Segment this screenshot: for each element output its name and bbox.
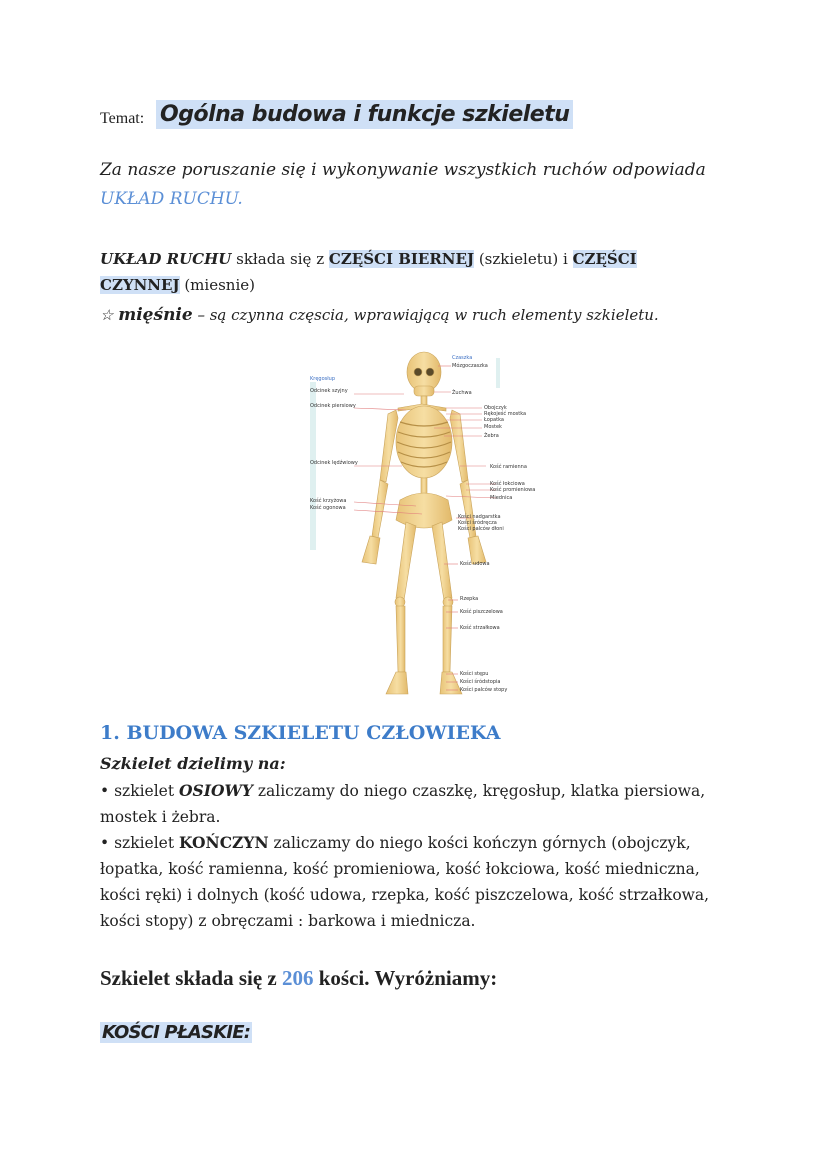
flat-bones-heading: KOŚCI PŁASKIE: [102,1022,251,1043]
right-label: Kości palców dłoni [458,526,504,532]
uklad-text-1: składa się z [231,250,329,268]
skull-bracket [496,358,500,388]
uklad-text-2: (szkieletu) i [474,250,573,268]
intro-highlight: UKŁAD RUCHU. [100,189,243,209]
bullet-konczyn [100,830,740,934]
right-label: Rękojeść mostka [484,411,527,417]
uklad-paragraph [100,246,740,298]
bullet-osiowy-text: zaliczamy do niego czaszkę, kręgosłup, klatka piersiowa, mostek i żebra. [100,782,706,826]
miesnie-text: – są czynna częscia, wprawiającą w ruch elementy szkieletu. [192,306,659,324]
left-label: Kość ogonowa [310,505,346,511]
right-label: Czaszka [452,355,473,361]
uklad-term: UKŁAD RUCHU [100,250,232,268]
right-label: Łopatka [484,417,504,423]
right-label: Kości palców stopy [460,687,508,693]
right-label: Kość promieniowa [490,487,536,493]
right-label: Obojczyk [484,405,507,411]
left-labels [310,376,358,511]
bullet-konczyn-pre: • szkielet [100,834,179,852]
section-title: 1. BUDOWA SZKIELETU CZŁOWIEKA [100,722,501,744]
czesc-bierna: CZĘŚCI BIERNEJ [328,250,475,268]
right-label: Kości nadgarstka [458,514,501,520]
right-label: Kości stępu [460,671,489,677]
section-subtitle: Szkielet dzielimy na: [100,754,286,773]
skeleton-figure [306,350,542,700]
miesnie-term: mięśnie [118,305,193,325]
left-label: Kręgosłup [310,376,336,382]
bullet-konczyn-text: zaliczamy do niego kości kończyn górnych (obojczyk, łopatka, kość ramienna, kość promieniowa, kość łokciowa, kość miedniczna, kości ręki) i dolnych (kość udowa, rzepka, kość piszczelowa, kość strzałkowa, kości stopy) z obręczami : barkowa i miednicza. [100,834,710,930]
right-label: Kości śródręcza [458,520,497,526]
topic-title: Ogólna budowa i funkcje szkieletu [156,100,573,129]
right-label: Kości śródstopia [460,679,501,685]
right-label: Miednica [490,495,513,501]
bone-count-line [100,966,497,991]
star-icon: ☆ [100,306,114,324]
right-label: Rzepka [460,596,479,602]
bullet-osiowy-pre: • szkielet [100,782,179,800]
left-label: Odcinek lędźwiowy [310,460,358,466]
right-label: Kość strzałkowa [460,625,500,631]
bullet-osiowy-term: OSIOWY [179,781,253,800]
intro-paragraph [100,156,740,214]
right-label: Mózgoczaszka [452,363,488,369]
czesc-czynna-1: CZĘŚCI [572,250,637,268]
left-label: Odcinek szyjny [310,388,348,394]
bullet-konczyn-term: KOŃCZYN [179,833,269,852]
right-label: Kość piszczelowa [460,609,503,615]
count-post: kości. Wyróżniamy: [313,966,498,990]
uklad-text-3: (miesnie) [179,276,255,294]
miesnie-paragraph [100,302,760,328]
right-labels [452,355,535,693]
bullet-list [100,778,740,934]
topic-label: Temat: [100,110,145,127]
intro-text: Za nasze poruszanie się i wykonywanie wszystkich ruchów odpowiada [100,160,706,180]
right-label: Żebra [484,433,499,439]
right-label: Kość ramienna [490,464,527,470]
count-pre: Szkielet składa się z [100,966,282,990]
left-label: Odcinek piersiowy [310,403,356,409]
right-label: Żuchwa [452,390,472,396]
right-label: Mostek [484,424,502,430]
czesc-czynna-2: CZYNNEJ [100,276,180,294]
right-label: Kość łokciowa [490,481,525,487]
bullet-osiowy [100,778,740,830]
bone-count: 206 [282,966,314,990]
left-label: Kość krzyżowa [310,498,347,504]
topic-line [100,100,780,136]
right-label: Kość udowa [460,561,490,567]
